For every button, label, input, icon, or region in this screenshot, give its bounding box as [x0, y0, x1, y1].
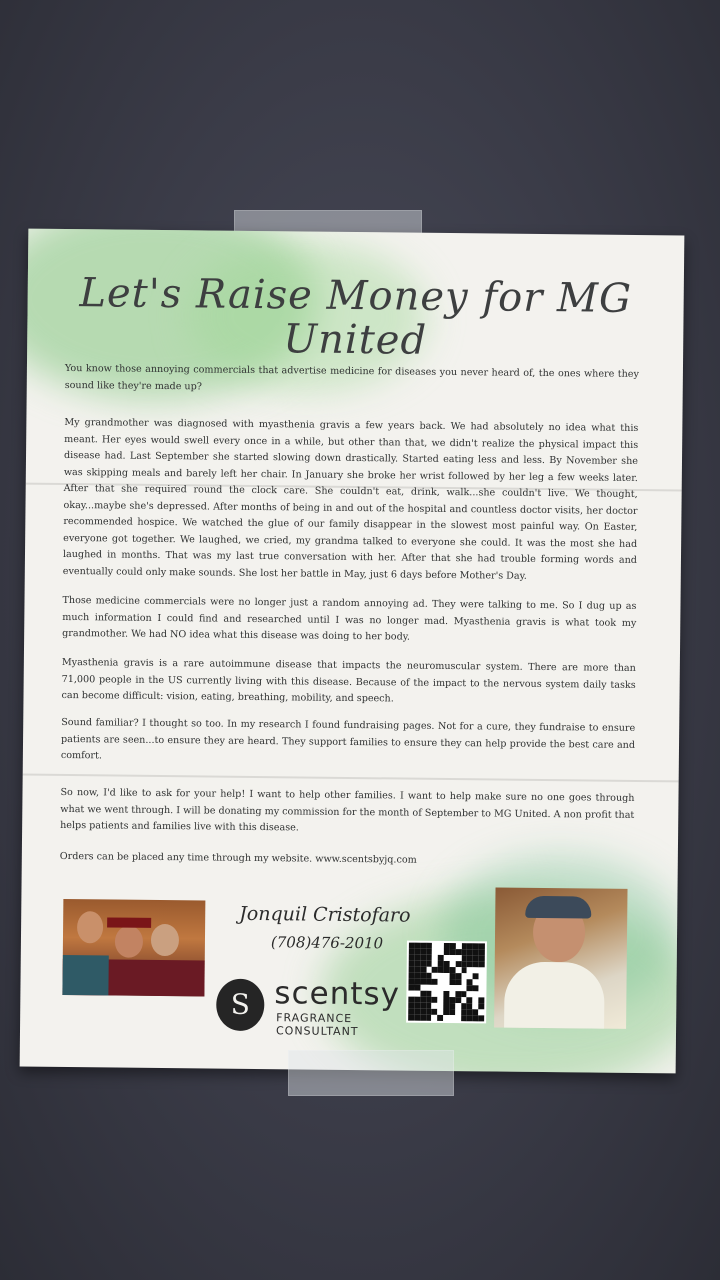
- grandmother-photo: [494, 888, 627, 1029]
- brand-subtitle: [276, 1011, 359, 1038]
- paragraph-disease-info: Myasthenia gravis is a rare autoimmune disease that impacts the neuromuscular system. There are more than 71,000 people in the US currently living with this disease. Because of the impact to the nervous system daily tasks can become difficult: vision, eating, breathing, mobility, and speech.: [61, 656, 636, 705]
- brand-name: scentsy: [274, 975, 401, 1013]
- paragraph-request: So now, I'd like to ask for your help! I want to help other families. I want to help make sure no one goes through what we went through. I will be donating my commission for the month of September to MG United. A non profit that helps patients and families live with this disease.: [60, 786, 635, 834]
- paper-fold: [23, 774, 679, 783]
- paragraph-fundraising: Sound familiar? I thought so too. In my research I found fundraising pages. Not for a cure, they fundraise to ensure patients are seen...to ensure they are heard. They support families to ensure they can help provide the best care and comfort.: [60, 716, 636, 762]
- paragraph-commercials: Those medicine commercials were no longer just a random annoying ad. They were talking to me. So I dug up as much information I could find and researched until I was no longer mad. Myasthenia gravis is what took my grandmother. We had NO idea what this disease was doing to her body.: [62, 594, 637, 643]
- qr-code[interactable]: [406, 941, 487, 1024]
- scentsy-logo-icon: S: [216, 979, 265, 1031]
- signature-name: Jonquil Cristofaro: [239, 902, 411, 927]
- tape-bottom: [288, 1050, 454, 1096]
- paragraph-orders: Orders can be placed any time through my website. www.scentsbyjq.com: [59, 850, 417, 866]
- flyer-page: [20, 229, 685, 1074]
- paragraph-intro: You know those annoying commercials that advertise medicine for diseases you never heard of, the ones where they sound like they're made up?: [64, 362, 639, 392]
- paragraph-story: My grandmother was diagnosed with myasthenia gravis a few years back. We had absolutely no idea what this meant. Her eyes would swell every once in a while, but other than that, we didn't realize the physical impact this disease had. Last September she started slowing down drastically. Started eating less and less. By November she was skipping meals and barely left her chair. In January she broke her wrist followed by her leg a few weeks later. After that she required round the clock care. She couldn't eat, drink, walk...she couldn't live. We thought, okay...maybe she's depressed. After months of being in and out of the hospital and countless doctor visits, her doctor recommended hospice. We watched the glue of our family disappear in the slowest most painful way. On Easter, everyone got together. We laughed, we cried, my grandma talked to everyone she could. It was the most she had laughed in months. That was my last true conversation with her. After that she had trouble forming words and eventually could only make sounds. She lost her battle in May, just 6 days before Mother's Day.: [62, 416, 639, 582]
- flyer-title: Let's Raise Money for MG United: [79, 270, 633, 364]
- signature-phone: (708)476-2010: [270, 933, 384, 953]
- family-photo: [62, 899, 205, 996]
- qr-code-pattern: [408, 943, 485, 1022]
- brand-subtitle-line2: CONSULTANT: [275, 1024, 359, 1039]
- brand-subtitle-line1: FRAGRANCE: [276, 1011, 353, 1026]
- qr-module: [478, 1015, 484, 1021]
